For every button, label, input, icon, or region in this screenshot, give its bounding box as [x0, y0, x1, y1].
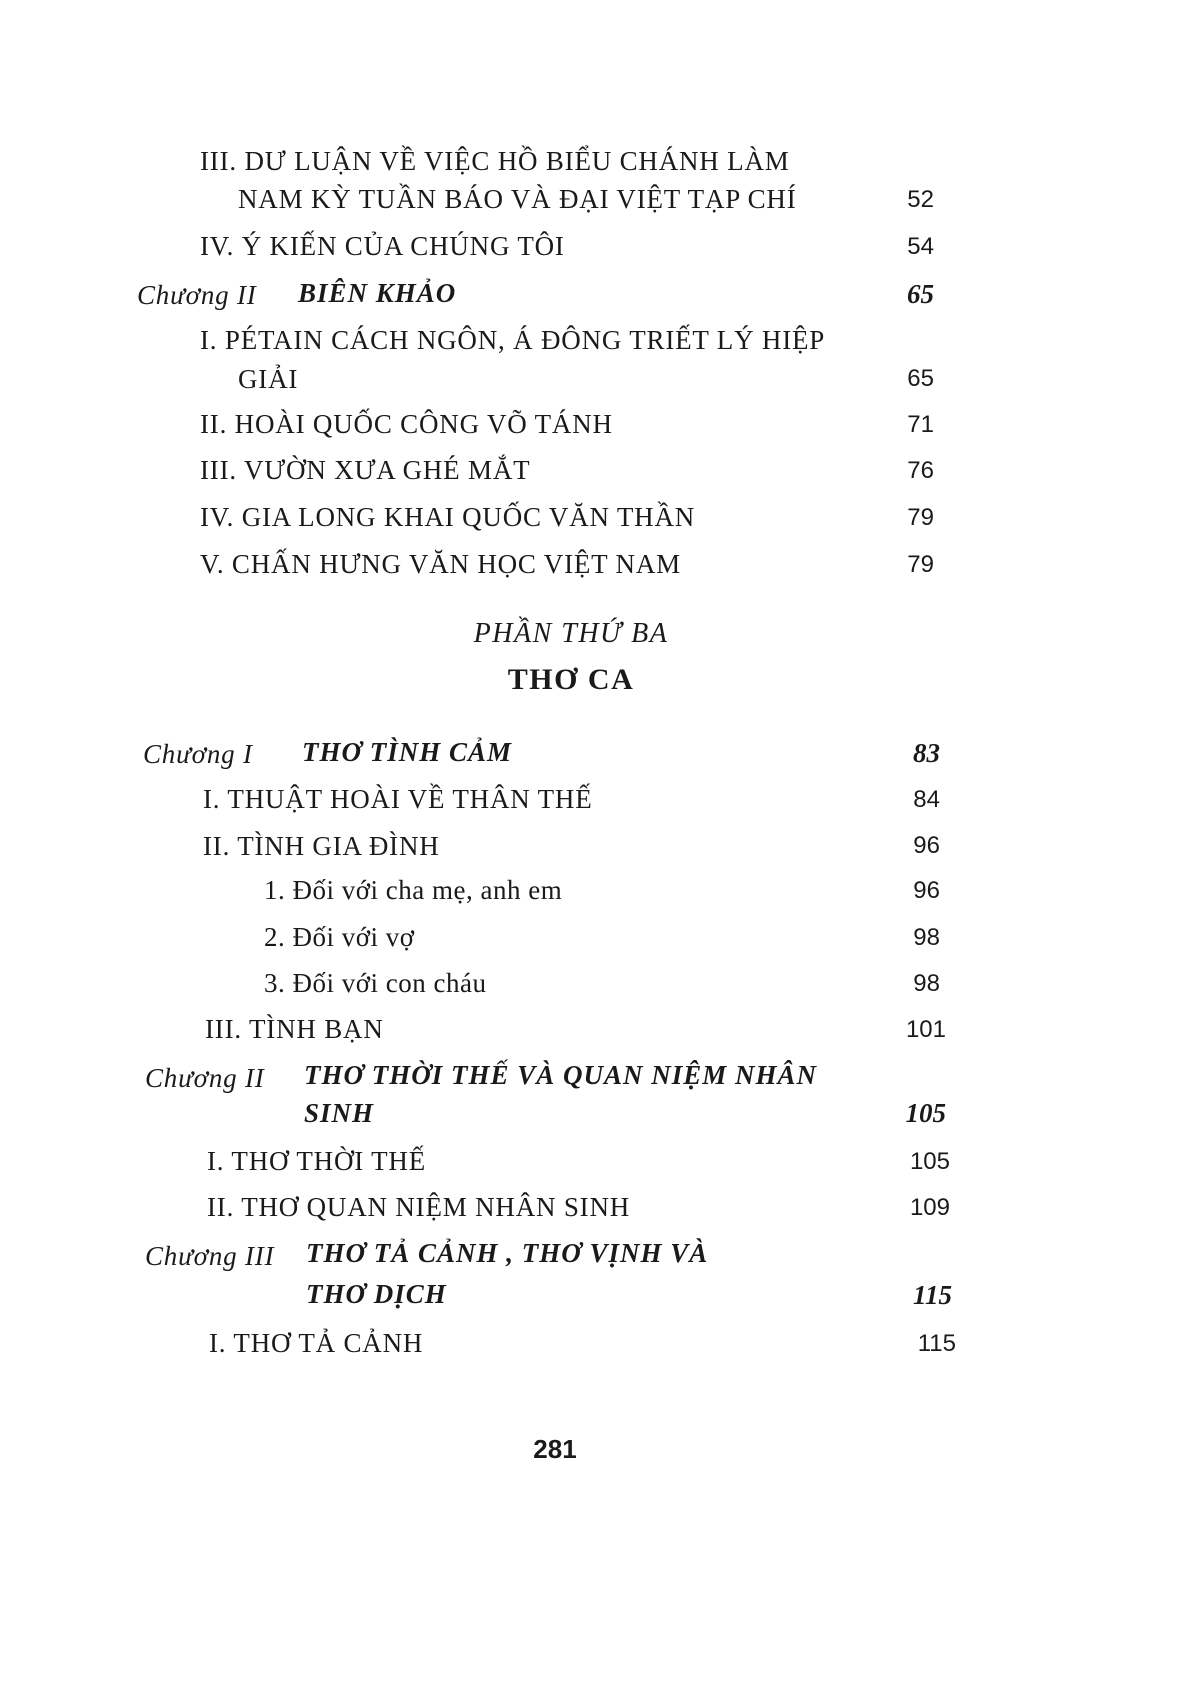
chapter-title: THƠ TẢ CẢNH , THƠ VỊNH VÀ — [306, 1238, 709, 1268]
chapter-title: BIÊN KHẢO — [298, 278, 457, 308]
toc-page-number: 52 — [907, 186, 934, 213]
toc-page-number: 105 — [909, 1148, 950, 1175]
toc-page-number: 96 — [913, 877, 940, 904]
toc-entry: I. PÉTAIN CÁCH NGÔN, Á ĐÔNG TRIẾT LÝ HIỆP — [200, 325, 826, 355]
chapter-page-number: 83 — [913, 738, 940, 768]
toc-entry: II. TÌNH GIA ĐÌNH — [203, 831, 440, 861]
toc-subentry: 2. Đối với vợ — [264, 922, 415, 952]
toc-entry: I. THƠ TẢ CẢNH — [209, 1328, 424, 1358]
toc-entry: III. TÌNH BẠN — [205, 1014, 384, 1044]
chapter-label: Chương III — [145, 1241, 275, 1271]
toc-entry: I. THUẬT HOÀI VỀ THÂN THẾ — [203, 784, 593, 814]
toc-entry-s3-line1: III. DƯ LUẬN VỀ VIỆC HỒ BIỂU CHÁNH LÀM — [200, 146, 790, 176]
toc-page-number: 84 — [913, 786, 940, 813]
toc-page-number: 71 — [907, 411, 934, 438]
chapter-label: Chương II — [137, 280, 257, 310]
toc-page-number: 109 — [909, 1194, 950, 1221]
chapter-title: THƠ THỜI THẾ VÀ QUAN NIỆM NHÂN — [304, 1060, 818, 1090]
toc-page-number: 98 — [913, 924, 940, 951]
part-label: PHẦN THỨ BA — [473, 618, 669, 649]
toc-page-number: 115 — [917, 1330, 956, 1357]
toc-subentry: 3. Đối với con cháu — [264, 968, 487, 998]
toc-entry: V. CHẤN HƯNG VĂN HỌC VIỆT NAM — [200, 549, 681, 579]
toc-page-number: 65 — [907, 365, 934, 392]
toc-entry-s3-line2: NAM KỲ TUẦN BÁO VÀ ĐẠI VIỆT TẠP CHÍ — [238, 184, 797, 214]
toc-page-number: 79 — [907, 551, 934, 578]
toc-entry: IV. GIA LONG KHAI QUỐC VĂN THẦN — [200, 502, 696, 532]
chapter-title-continuation: THƠ DỊCH — [306, 1279, 447, 1309]
toc-page-number: 76 — [907, 457, 934, 484]
chapter-page-number: 105 — [905, 1098, 946, 1128]
chapter-page-number: 65 — [907, 279, 934, 309]
toc-entry-s4: IV. Ý KIẾN CỦA CHÚNG TÔI — [200, 231, 565, 261]
chapter-label: Chương II — [145, 1063, 265, 1093]
toc-entry-continuation: GIẢI — [238, 364, 299, 394]
chapter-title: THƠ TÌNH CẢM — [302, 737, 513, 767]
page-folio: 281 — [533, 1434, 577, 1464]
part-title: THƠ CA — [507, 663, 635, 696]
toc-page-number: 79 — [907, 504, 934, 531]
toc-entry: III. VƯỜN XƯA GHÉ MẮT — [200, 455, 531, 485]
chapter-title-continuation: SINH — [304, 1098, 375, 1128]
toc-entry: II. HOÀI QUỐC CÔNG VÕ TÁNH — [200, 409, 613, 439]
toc-entry: I. THƠ THỜI THẾ — [207, 1146, 426, 1176]
toc-page-number: 98 — [913, 970, 940, 997]
toc-page-number: 101 — [905, 1016, 946, 1043]
chapter-label: Chương I — [143, 739, 253, 769]
toc-page-number: 96 — [913, 832, 940, 859]
toc-subentry: 1. Đối với cha mẹ, anh em — [264, 875, 563, 905]
chapter-page-number: 115 — [912, 1280, 952, 1310]
toc-page-number: 54 — [907, 233, 934, 260]
toc-entry: II. THƠ QUAN NIỆM NHÂN SINH — [207, 1192, 631, 1222]
